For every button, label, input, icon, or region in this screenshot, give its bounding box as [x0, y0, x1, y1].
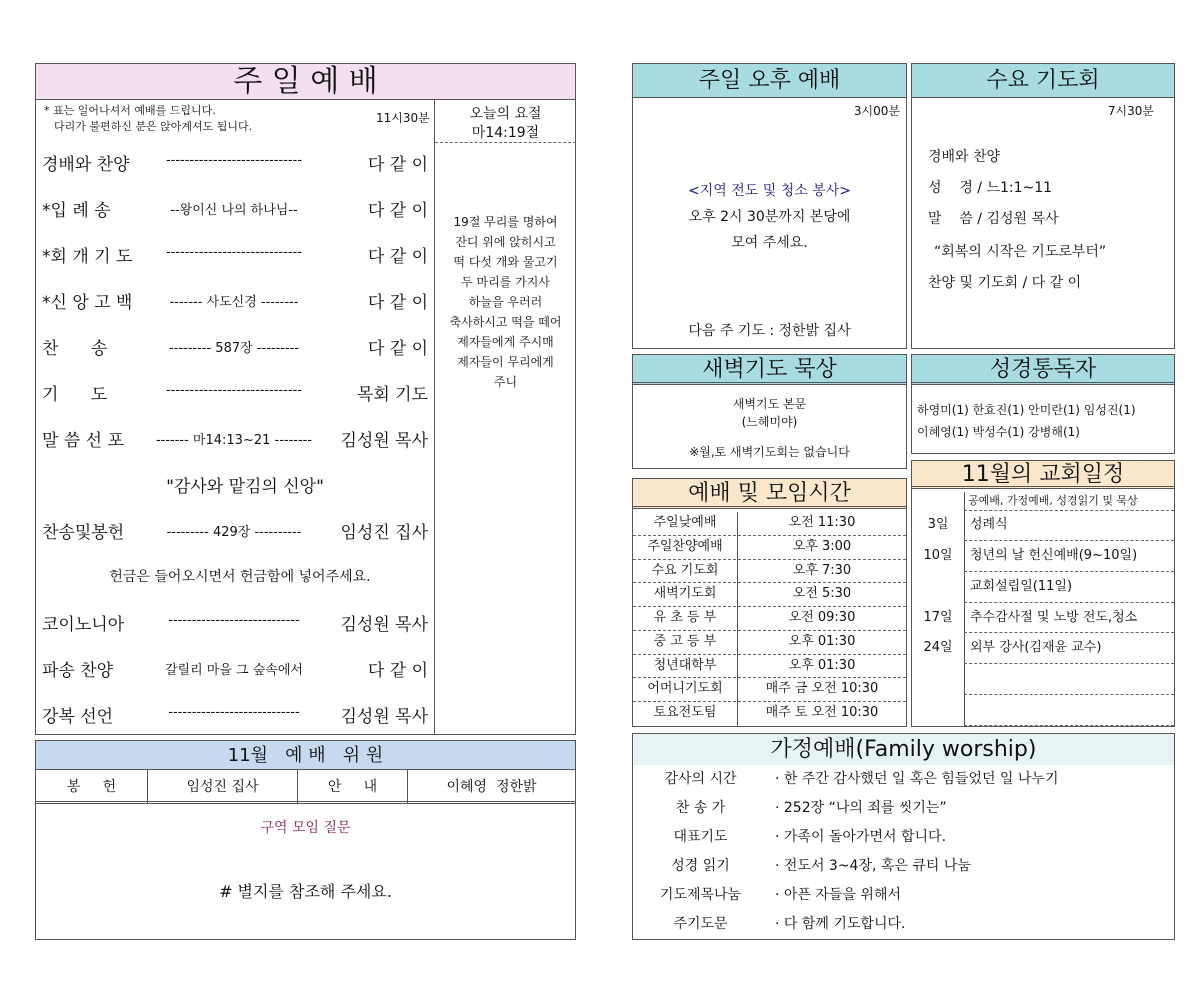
family-item-detail: · 한 주간 감사했던 일 혹은 힘들었던 일 나누기: [775, 771, 1059, 787]
family-row: [633, 881, 1174, 910]
wednesday-line-1: 경배와 찬양: [928, 149, 1001, 165]
sunday-worship-panel: [35, 63, 576, 735]
service-item-name: 찬송및봉헌: [42, 523, 125, 543]
calendar-row: [912, 510, 1174, 541]
meeting-row: [633, 607, 906, 631]
verse-line: 두 마리를 가지사: [461, 275, 550, 289]
service-item-name: *입 례 송: [42, 201, 111, 221]
offering-note: 헌금은 들어오시면서 헌금함에 넣어주세요.: [109, 569, 371, 585]
wednesday-line-3: 말 씀 / 김성원 목사: [928, 211, 1059, 227]
calendar-row: [912, 664, 1174, 695]
usher-persons: 이혜영 정한밝: [446, 779, 537, 795]
family-item-label: 주기도문: [673, 916, 728, 932]
verse-line: 제자들이 무리에게: [457, 355, 554, 369]
meeting-name: 유 초 등 부: [633, 607, 738, 631]
meeting-time: 오전 5:30: [792, 586, 852, 602]
meeting-time: 오후 01:30: [788, 633, 856, 649]
service-item-detail: --------- 587장 ---------: [168, 341, 300, 356]
wednesday-line-5: 찬양 및 기도회 / 다 같 이: [928, 275, 1082, 291]
meeting-times-table: [633, 512, 906, 726]
service-item-leader: 다 같 이: [367, 155, 428, 175]
wednesday-line-4: “회복의 시작은 기도로부터”: [934, 244, 1107, 260]
meeting-name: 청년대학부: [633, 655, 738, 679]
family-item-detail: · 다 함께 기도합니다.: [775, 916, 906, 932]
service-item-leader: 다 같 이: [367, 247, 428, 267]
service-item-detail: ----------------------------: [168, 705, 300, 720]
afternoon-worship-panel: [632, 63, 907, 349]
meeting-row: [633, 631, 906, 655]
service-item-leader: 다 같 이: [367, 293, 428, 313]
service-item-name: 기 도: [42, 385, 108, 405]
service-item-name: 찬 송: [42, 339, 108, 359]
verse-line: 축사하시고 떡을 떼어: [449, 315, 562, 329]
meeting-time: 오후 01:30: [788, 657, 856, 673]
verse-line: 주니: [493, 375, 518, 389]
service-item: [36, 648, 434, 694]
meeting-name: 중 고 등 부: [633, 631, 738, 655]
daily-verse-text: [435, 212, 576, 392]
meeting-time: 오후 7:30: [792, 562, 852, 578]
service-item-detail: ----------------------------: [168, 613, 300, 628]
meeting-row: [633, 560, 906, 584]
calendar-date: 3일: [927, 517, 949, 532]
family-row: [633, 852, 1174, 881]
service-item-leader: 김성원 목사: [340, 431, 428, 451]
service-item-detail: 갈릴리 마을 그 숲속에서: [165, 663, 303, 678]
dawn-prayer-panel: [632, 354, 907, 469]
service-item-leader: 다 같 이: [367, 661, 428, 681]
family-item-label: 성경 읽기: [671, 858, 730, 874]
afternoon-event: <지역 전도 및 청소 봉사>: [688, 183, 851, 199]
family-item-detail: · 가족이 돌아가면서 합니다.: [775, 829, 947, 845]
calendar-event: 외부 강사(김재윤 교수): [970, 640, 1102, 656]
dawn-line1: 새벽기도 본문: [732, 397, 807, 411]
family-item-detail: · 전도서 3~4장, 혹은 큐티 나눔: [775, 858, 971, 874]
service-item-detail: -----------------------------: [165, 153, 303, 168]
family-title: 가정예배(Family worship): [633, 734, 1174, 765]
wednesday-line-2: 성 경 / 느1:1~11: [928, 180, 1053, 196]
calendar-row: [912, 633, 1174, 664]
verse-line: 19절 무리를 명하여: [453, 215, 558, 229]
service-item-detail: ------- 사도신경 --------: [169, 295, 299, 310]
calendar-row: [912, 695, 1174, 726]
committee-title: 11월 예 배 위 원: [36, 741, 575, 770]
offering-person: 임성진 집사: [148, 770, 298, 804]
meeting-time: 오후 3:00: [792, 538, 852, 554]
family-item-label: 감사의 시간: [664, 771, 737, 787]
daily-verse-column: [434, 100, 575, 734]
service-item: [36, 188, 434, 234]
wednesday-title: 수요 기도회: [912, 64, 1174, 98]
family-item-detail: · 아픈 자들을 위해서: [775, 887, 901, 903]
verse-line: 떡 다섯 개와 물고기: [453, 255, 558, 269]
calendar-table: [912, 510, 1174, 726]
service-item-detail: --------- 429장 ----------: [166, 525, 302, 540]
church-calendar-panel: [911, 460, 1175, 727]
family-item-detail: · 252장 “나의 죄를 씻기는”: [775, 800, 947, 816]
family-row: [633, 765, 1174, 794]
family-worship-panel: [632, 733, 1175, 940]
service-item-name: 강복 선언: [42, 707, 114, 727]
afternoon-line1: 오후 2시 30분까지 본당에: [688, 209, 851, 225]
service-item-name: 경배와 찬양: [42, 155, 130, 175]
service-item: [36, 326, 434, 372]
meeting-row: [633, 512, 906, 536]
sermon-title: "감사와 맡김의 신앙": [166, 477, 324, 497]
service-item-leader: 임성진 집사: [340, 523, 428, 543]
service-item-name: 코이노니아: [42, 615, 125, 635]
family-row: [633, 794, 1174, 823]
verse-line: 하늘을 우러러: [468, 295, 543, 309]
daily-verse-title: 오늘의 요절: [469, 106, 542, 122]
bible-readers-panel: [911, 354, 1175, 454]
family-item-label: 기도제목나눔: [659, 887, 742, 903]
service-item: [36, 142, 434, 188]
committee-row: [36, 770, 575, 804]
service-item-detail: --왕이신 나의 하나님--: [170, 203, 298, 218]
service-item-detail: -----------------------------: [165, 245, 303, 260]
service-item-leader: 김성원 목사: [340, 707, 428, 727]
service-item: [36, 234, 434, 280]
family-item-label: 대표기도: [673, 829, 728, 845]
family-row: [633, 823, 1174, 852]
service-item-name: *회 개 기 도: [42, 247, 133, 267]
service-item: [36, 372, 434, 418]
readers-line2: 이혜영(1) 박성수(1) 강병해(1): [917, 425, 1080, 439]
sitting-note: 다리가 불편하신 분은 앉아계셔도 됩니다.: [54, 120, 253, 133]
next-prayer: 다음 주 기도 : 정한밝 집사: [688, 323, 851, 339]
calendar-row: [912, 572, 1174, 603]
service-item: [36, 418, 434, 464]
calendar-row: [912, 603, 1174, 634]
family-row: [633, 910, 1174, 939]
meeting-row: [633, 678, 906, 702]
calendar-date: 24일: [923, 640, 953, 656]
family-worship-list: [633, 765, 1174, 939]
service-item-leader: 목회 기도: [356, 385, 428, 405]
afternoon-title: 주일 오후 예배: [633, 64, 906, 98]
readers-title: 성경통독자: [912, 355, 1174, 385]
meeting-time: 매주 토 오전 10:30: [765, 705, 879, 721]
service-item: [36, 280, 434, 326]
afternoon-time: 3시00분: [853, 104, 900, 118]
verse-line: 제자들에게 주시매: [457, 335, 554, 349]
committee-panel: [35, 740, 576, 940]
standing-note: * 표는 일어나셔서 예배를 드립니다.: [44, 104, 216, 117]
service-item-leader: 다 같 이: [367, 339, 428, 359]
meeting-name: 어머니기도회: [633, 678, 738, 702]
service-item: [36, 510, 434, 556]
service-item: [36, 694, 434, 740]
calendar-event: 교회설립일(11일): [970, 578, 1073, 594]
sunday-time: 11시30분: [376, 111, 430, 125]
service-item-detail: -----------------------------: [165, 383, 303, 398]
offering-label: 봉 헌: [36, 770, 148, 804]
group-question-body: # 별지를 참조해 주세요.: [219, 882, 392, 901]
readers-line1: 하영미(1) 한효진(1) 안미란(1) 임성진(1): [917, 403, 1136, 417]
meeting-name: 주일찬양예배: [633, 536, 738, 560]
calendar-title: 11월의 교회일정: [912, 461, 1174, 489]
calendar-event: 청년의 날 헌신예배(9~10일): [970, 547, 1138, 563]
service-item-name: *신 앙 고 백: [42, 293, 133, 313]
meeting-times-panel: [632, 478, 907, 727]
calendar-event: 성례식: [970, 517, 1008, 532]
group-question-title: 구역 모임 질문: [260, 820, 351, 836]
calendar-header: 공예배, 가정예배, 성경읽기 및 묵상: [968, 494, 1138, 507]
meeting-row: [633, 702, 906, 726]
service-item-detail: ------- 마14:13~21 --------: [155, 433, 313, 448]
sunday-worship-title: 주 일 예 배: [36, 64, 575, 100]
dawn-note: ※월,토 새벽기도회는 없습니다: [689, 445, 850, 459]
service-item-name: 말 씀 선 포: [42, 431, 124, 451]
meeting-name: 수요 기도회: [633, 560, 738, 584]
meeting-name: 주일낮예배: [633, 512, 738, 536]
daily-verse-ref: 마14:19절: [471, 125, 540, 141]
meeting-times-title: 예배 및 모임시간: [633, 479, 906, 509]
meeting-row: [633, 583, 906, 607]
meeting-row: [633, 536, 906, 560]
service-item: [36, 602, 434, 648]
verse-line: 잔디 위에 앉히시고: [455, 235, 556, 249]
calendar-event: 추수감사절 및 노방 전도,청소: [970, 609, 1138, 625]
wednesday-time: 7시30분: [1107, 104, 1154, 118]
family-item-label: 찬 송 가: [675, 800, 726, 816]
calendar-row: [912, 541, 1174, 572]
meeting-name: 새벽기도회: [633, 583, 738, 607]
usher-label: 안 내: [298, 770, 408, 804]
order-of-service: [36, 142, 434, 734]
afternoon-line2: 모여 주세요.: [731, 235, 808, 251]
service-item-name: 파송 찬양: [42, 661, 114, 681]
meeting-time: 오전 11:30: [788, 515, 856, 530]
meeting-time: 오전 09:30: [788, 610, 856, 626]
meeting-name: 토요전도팀: [633, 702, 738, 726]
calendar-date: 17일: [923, 609, 953, 625]
service-item-leader: 김성원 목사: [340, 615, 428, 635]
meeting-row: [633, 655, 906, 679]
dawn-line2: (느헤미야): [741, 415, 798, 429]
service-item-leader: 다 같 이: [367, 201, 428, 221]
wednesday-prayer-panel: [911, 63, 1175, 349]
meeting-time: 매주 금 오전 10:30: [765, 681, 879, 697]
dawn-title: 새벽기도 묵상: [633, 355, 906, 385]
calendar-date: 10일: [923, 547, 953, 563]
